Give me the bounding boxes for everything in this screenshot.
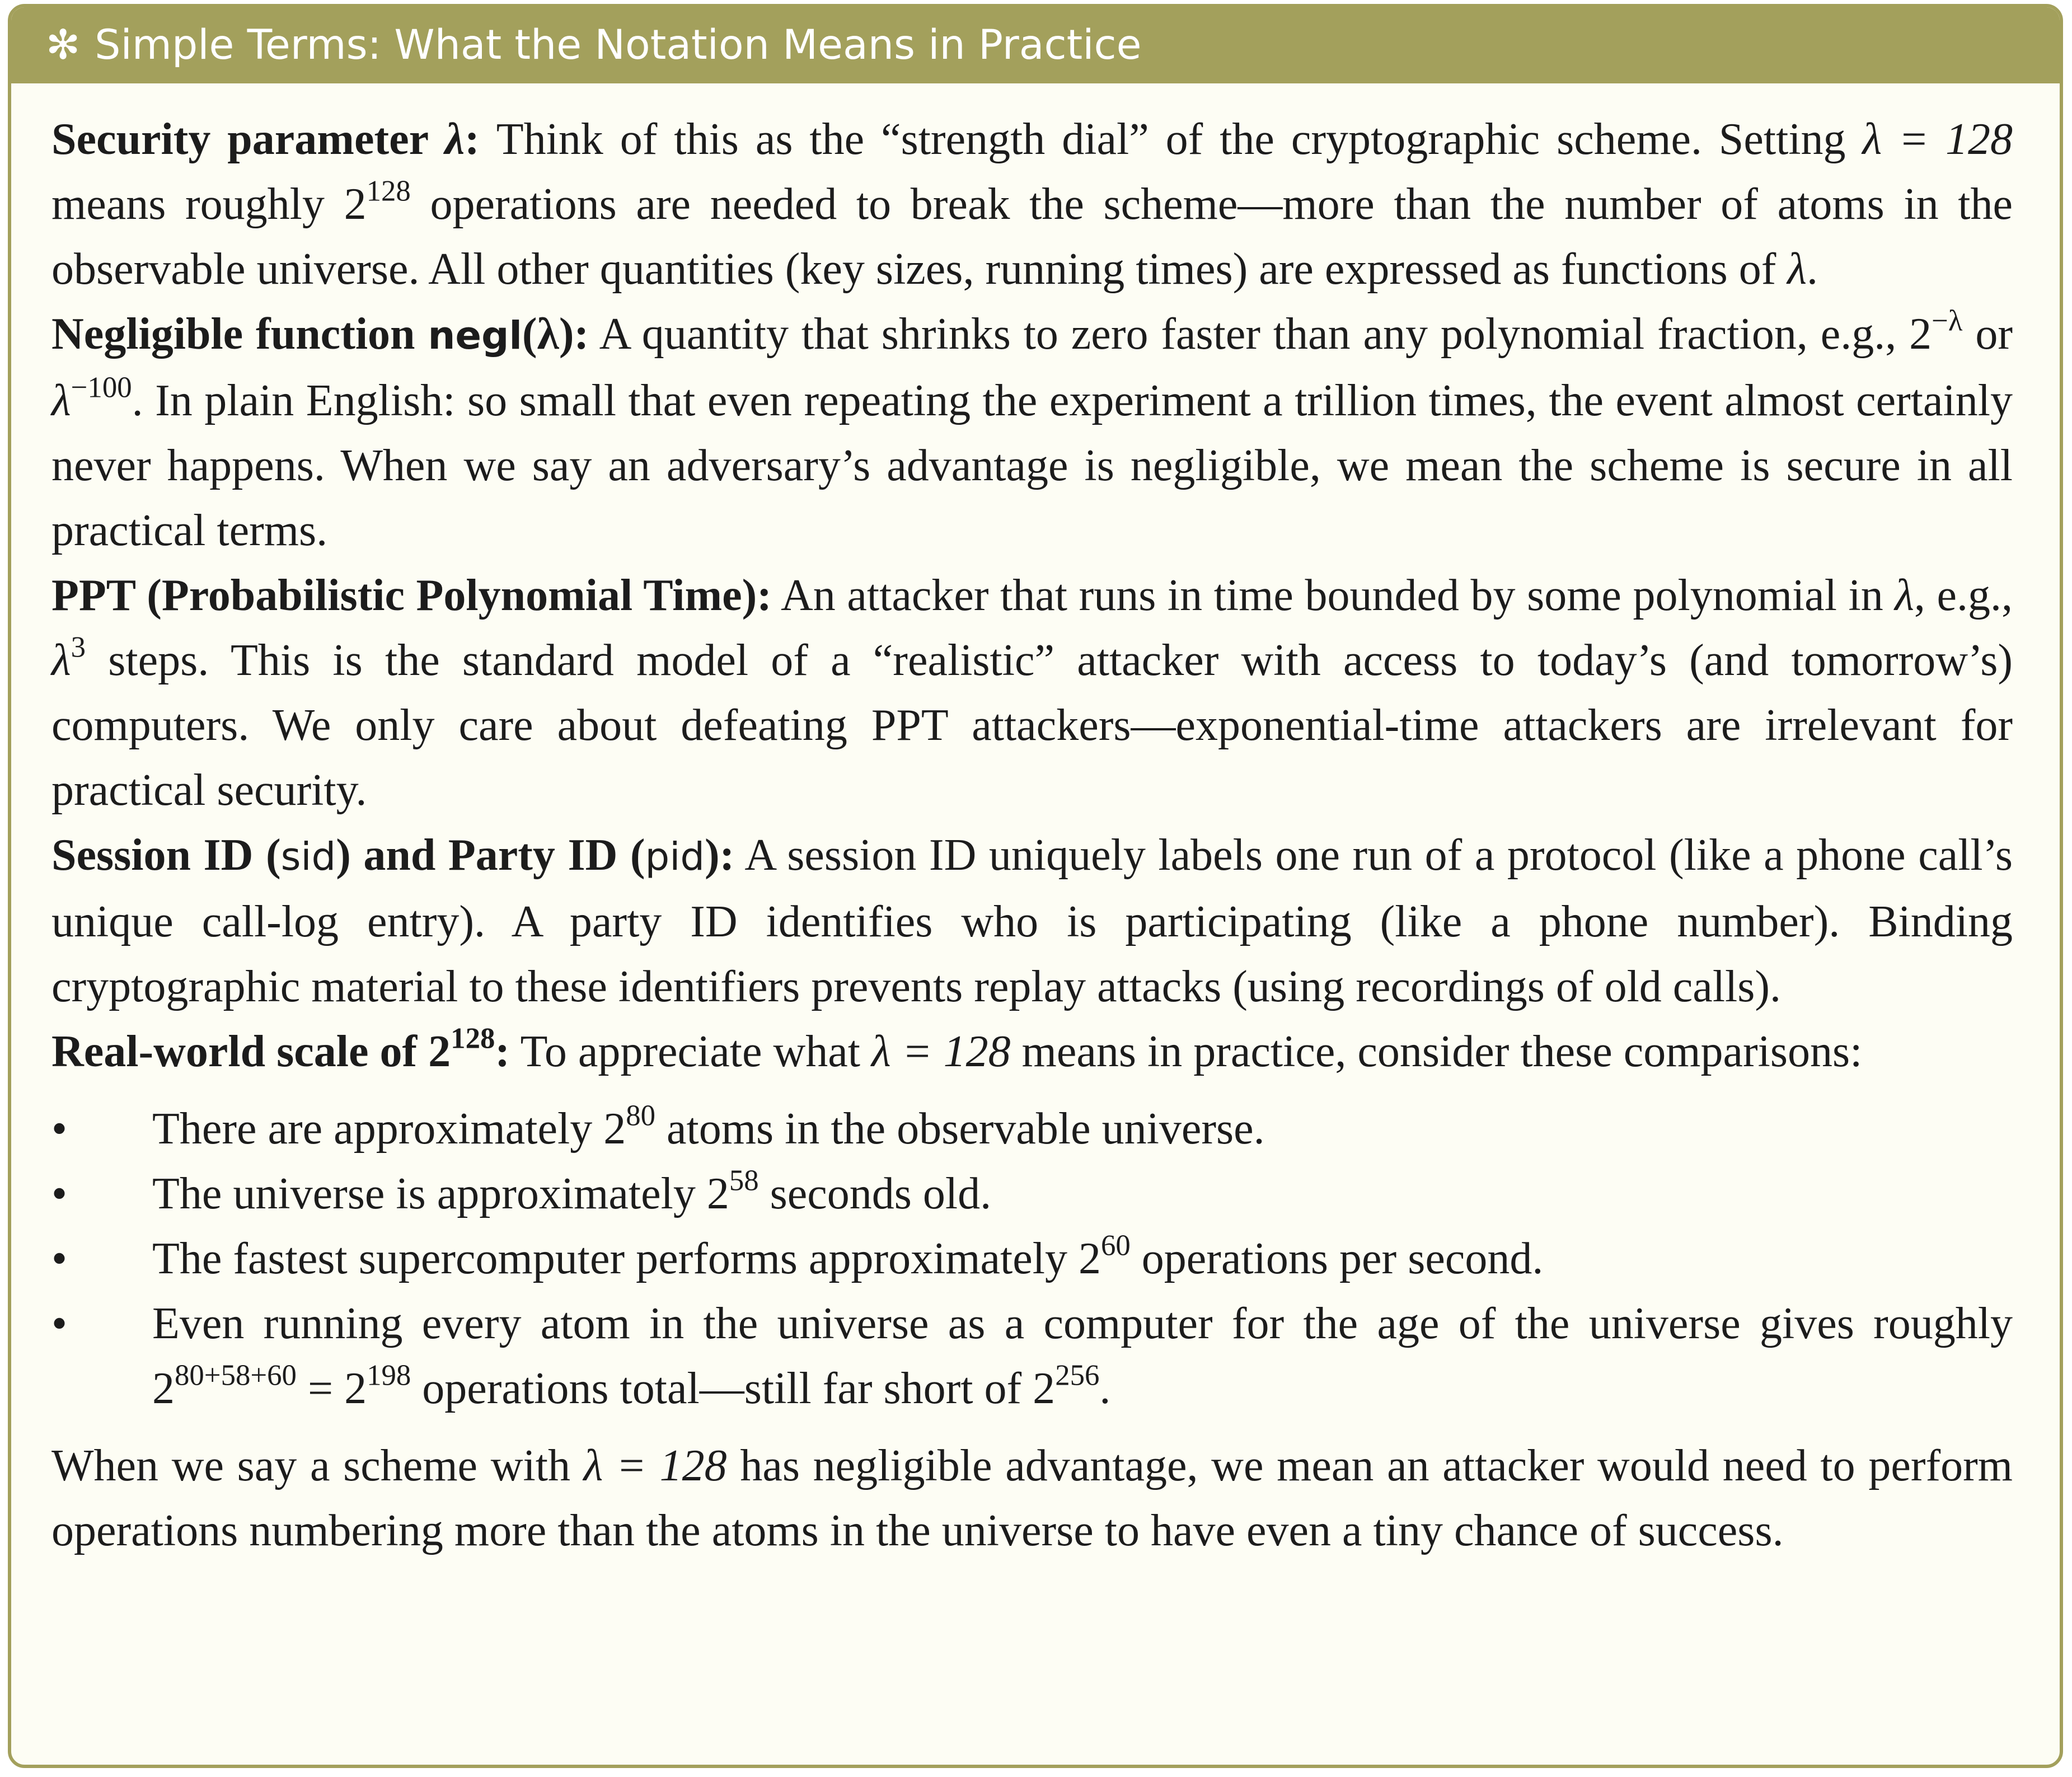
math-expression: λ = 128 [1862,115,2013,164]
term-label: Security parameter λ: [51,115,480,164]
box-content [51,107,2013,1563]
comparison-list [51,1096,2013,1421]
bullet-icon: • [51,1234,68,1283]
box-title: Simple Terms: What the Notation Means in Practice [95,21,1142,69]
bullet-icon: • [51,1299,68,1348]
term-label: Real-world scale of $2^{128}$: [51,1022,510,1076]
term-session-party-id: Session ID (sid) and Party ID (pid): A session ID uniquely labels one run of a protocol (like a phone call’s unique call-log entry). A party ID identifies who is participating (like a phone number). Binding cryptographic material to these identifiers prevents replay attacks (using recordings of old calls). [51,831,2013,1011]
term-ppt: PPT (Probabilistic Polynomial Time): An attacker that runs in time bounded by some polynomial in λ, e.g., $\lambda^3$ steps. This is the standard model of a “realistic” attacker with access to today’s (and tomorrow’s) computers. We only care about defeating PPT attackers—exponential-time attackers are irrelevant for practical security. [51,571,2013,815]
bullet-icon: • [51,1104,68,1154]
term-security-parameter: Security parameter λ: Think of this as the “strength dial” of the cryptographic scheme. Setting λ = 128 means roughly $2^{128}$ operations are needed to break the scheme—more than the number of atoms in the observable universe. All other quantities (key sizes, running times) are expressed as functions of λ. [51,115,2013,294]
box-title-bar [11,7,2060,83]
list-item: • The fastest supercomputer performs approximately $2^{60}$ operations per second. [51,1226,2013,1291]
list-item: • Even running every atom in the universe as a computer for the age of the universe gives roughly $2^{80+58+60} = 2^{198}$ operations total—still far short of $2^{256}$. [51,1291,2013,1421]
term-label: Session ID (sid) and Party ID (pid): [51,831,735,880]
closing-paragraph: When we say a scheme with λ = 128 has negligible advantage, we mean an attacker would need to perform operations numbering more than the atoms in the universe to have even a tiny chance of success. [51,1441,2013,1555]
term-negligible-function: Negligible function negl(λ): A quantity that shrinks to zero faster than any polynomial fraction, e.g., $2^{-\lambda}$ or $\lambda^{-100}$. In plain English: so small that even repeating the experiment a trillion times, the event almost certainly never happens. When we say an adversary’s advantage is negligible, we mean the scheme is secure in all practical terms. [51,304,2013,555]
simple-terms-box [8,4,2063,1768]
term-label: Negligible function negl(λ): [51,310,589,359]
term-real-world-scale: Real-world scale of $2^{128}$: To appreciate what λ = 128 means in practice, consider these comparisons: [51,1022,1863,1076]
term-label: PPT (Probabilistic Polynomial Time): [51,571,772,620]
bullet-icon: • [51,1169,68,1218]
list-item: • There are approximately $2^{80}$ atoms in the observable universe. [51,1096,2013,1161]
list-item: • The universe is approximately $2^{58}$ seconds old. [51,1161,2013,1226]
asterisk-icon: ✻ [46,21,81,69]
